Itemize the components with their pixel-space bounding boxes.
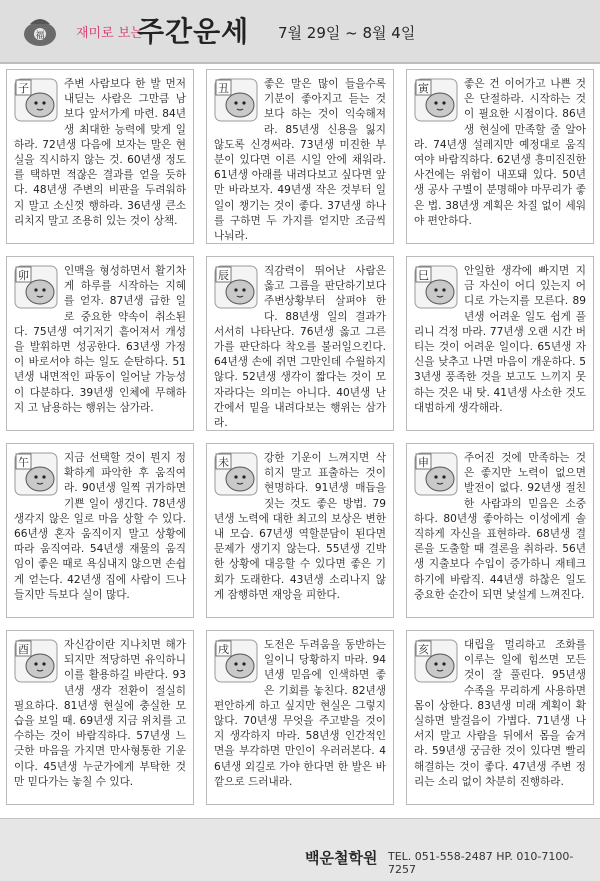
fortune-cell-dragon bbox=[206, 256, 394, 431]
zodiac-horse-icon bbox=[14, 452, 58, 496]
fortune-cell-dog bbox=[206, 630, 394, 805]
zodiac-rat-icon bbox=[14, 78, 58, 122]
zodiac-snake-icon bbox=[414, 265, 458, 309]
zodiac-char: 未 bbox=[218, 456, 229, 469]
zodiac-dog-icon bbox=[214, 639, 258, 683]
zodiac-char: 辰 bbox=[218, 269, 229, 282]
zodiac-pig-icon bbox=[414, 639, 458, 683]
fortune-cell-horse bbox=[6, 443, 194, 618]
header-subtitle: 재미로 보는 bbox=[76, 26, 143, 41]
zodiac-char: 卯 bbox=[18, 269, 29, 282]
zodiac-char: 巳 bbox=[418, 269, 429, 282]
zodiac-tiger-icon bbox=[414, 78, 458, 122]
fortune-cell-pig bbox=[406, 630, 594, 805]
footer bbox=[0, 818, 600, 881]
fortune-cell-snake bbox=[406, 256, 594, 431]
zodiac-char: 戌 bbox=[218, 643, 229, 656]
zodiac-sheep-icon bbox=[214, 452, 258, 496]
zodiac-char: 酉 bbox=[18, 643, 29, 656]
zodiac-char: 申 bbox=[418, 456, 429, 469]
fortune-text: 인맥을 형성하면서 활기차게 하루를 시작하는 지혜를 얻자. 87년생 급한 일로 중요한 약속이 취소된다. 75년생 여기저기 흩어져서 개성을 발휘하면 성공한다. 63년생 가정이 바로서야 하는 일도 순탄하다. 51년생 내면적인 파동이 일어날 가능성이 다분하다. 39년생 인체에 무해하지 고 남용하는 행위는 삼가라. bbox=[14, 265, 186, 414]
fortune-text: 주변 사람보다 한 발 먼저 내딛는 사람은 그만큼 남보다 앞서가게 마련. 84년생 최대한 능력에 맞게 일하라. 72년생 다음에 보자는 말은 현실을 직시하지 않는 것. 60년생 정도를 택하면 적잖은 결과를 얻을 듯하다. 48년생 주변의 비판을 두려워하지 말고 소신껏 행하라. 36년생 큰소리치지 말고 조용히 있는 것이 상책. bbox=[14, 78, 186, 227]
header bbox=[0, 0, 600, 64]
page-title: 주간운세 bbox=[137, 15, 250, 48]
fortune-cell-monkey bbox=[406, 443, 594, 618]
zodiac-dragon-icon bbox=[214, 265, 258, 309]
fortune-text: 좋은 말은 많이 들을수록 기분이 좋아지고 듣는 것보다 하는 것이 익숙해져라. 85년생 신용을 잃지 않도록 신경써라. 73년생 미진한 부분이 있다면 이른 시일 안에 채워라. 61년생 아래를 내려다보고 싶다면 앞만 바라보자. 49년생 작은 것부터 일일이 챙기는 것이 좋다. 37년생 하나를 구하면 두 가지를 얻지만 조금씩 나눠라. bbox=[214, 78, 386, 243]
zodiac-char: 子 bbox=[18, 82, 29, 95]
fortune-cell-sheep bbox=[206, 443, 394, 618]
fortune-pouch-icon bbox=[18, 8, 62, 48]
fortune-text: 대립을 멀리하고 조화를 이루는 일에 힘쓰면 모든 것이 잘 풀린다. 95년생 수족을 무리하게 사용하면 몸이 상한다. 83년생 미래 계획이 확실하면 발걸음이 가볍다. 71년생 나서지 말고 사람을 뒤에서 몸을 숨겨라. 59년생 궁금한 것이 있다면 빨리 해결하는 것이 좋다. 47년생 주변 정리는 소리 없이 차분히 진행하라. bbox=[414, 639, 586, 788]
fortune-text: 지금 선택할 것이 뭔지 정확하게 파악한 후 움직여라. 90년생 일찍 귀가하면 기쁜 일이 생긴다. 78년생 생각지 않은 일로 마음 상할 수 있다. 66년생 혼자 움직이지 말고 상황에 따라 움직여라. 54년생 재물의 움직임이 좋은 때로 욕심내지 않으면 손쉽게 얻는다. 42년생 집에 사람이 드나들지만 득보다 실이 많다. bbox=[14, 452, 186, 601]
fortune-text: 직감력이 뛰어난 사람은 옳고 그름을 판단하기보다 주변상황부터 살펴야 한다. 88년생 일의 결과가 서서히 나타난다. 76년생 옳고 그른가를 판단하다 착오를 불러일으킨다. 64년생 손에 쥐면 그만인데 수월하지 않다. 52년생 생각이 짧다는 것이 모자라다는 의미는 아니다. 40년생 난간에서 밑을 내려다보는 행위는 삼가라. bbox=[214, 265, 386, 430]
zodiac-ox-icon bbox=[214, 78, 258, 122]
date-range: 7월 29일 ~ 8월 4일 bbox=[278, 24, 416, 42]
fortune-cell-tiger bbox=[406, 69, 594, 244]
zodiac-char: 亥 bbox=[418, 643, 429, 656]
fortune-text: 강한 기운이 느껴지면 삭히지 말고 표출하는 것이 현명하다. 91년생 매듭을 짓는 것도 좋은 방법. 79년생 노력에 대한 최고의 보상은 변한 내 모습. 67년생 역할분담이 된다면 문제가 생기지 않는다. 55년생 긴박한 상황에 대응할 수 있다면 좋은 기회가 도래한다. 43년생 소리나지 않게 잠행하면 재앙을 피한다. bbox=[214, 452, 386, 601]
svg-text:福: 福 bbox=[35, 31, 45, 41]
zodiac-char: 寅 bbox=[418, 82, 429, 95]
fortune-text: 주어진 것에 만족하는 것은 좋지만 노력이 없으면 발전이 없다. 92년생 절친한 사람과의 믿음은 소중하다. 80년생 좋아하는 이성에게 솔직하게 자신을 표현하라. 68년생 결론을 도출할 때 결론을 취하라. 56년생 지출보다 수입이 증가하니 재테크하기에 바람직. 44년생 하찮은 일도 중요한 순간이 되면 낯설게 느껴진다. bbox=[414, 452, 586, 601]
fortune-text: 자신감이란 지나치면 해가 되지만 적당하면 유익하니 이를 활용하길 바란다. 93년생 생각 전환이 절실히 필요하다. 81년생 현실에 충실한 모습을 보일 때. 69년생 지금 위치를 고수하는 것이 바람직하다. 57년생 느긋한 마음을 가지면 만사형통한 기운이다. 45년생 누군가에게 부탁한 것만 믿다가는 놓칠 수 있다. bbox=[14, 639, 186, 788]
zodiac-rooster-icon bbox=[14, 639, 58, 683]
contact-info: TEL. 051-558-2487 HP. 010-7100-7257 bbox=[388, 850, 574, 876]
fortune-cell-ox bbox=[206, 69, 394, 244]
fortune-text: 도전은 두려움을 동반하는 일이니 당황하지 마라. 94년생 믿음에 인색하면 좋은 기회를 놓친다. 82년생 편안하게 하고 싶지만 현실은 그렇지 않다. 70년생 무엇을 주고받을 것이지 생각하지 마라. 58년생 인간적인 면을 부각하면 만인이 우러러본다. 46년생 외길로 가야 한다면 한 발은 바깥으로 드러내라. bbox=[214, 639, 386, 788]
fortune-text: 좋은 건 이어가고 나쁜 것은 단절하라. 시작하는 것이 필요한 시점이다. 86년생 현실에 만족할 줄 알아라. 74년생 설레지만 예정대로 움직여야 바람직하다. 62년생 흥미진진한 사건에는 위험이 내포돼 있다. 50년생 공사 구별이 분명해야 마무리가 좋은 법. 38년생 계획은 차질 없이 세워야 편안하다. bbox=[414, 78, 586, 227]
zodiac-monkey-icon bbox=[414, 452, 458, 496]
zodiac-char: 丑 bbox=[218, 82, 229, 95]
academy-name: 백운철학원 bbox=[305, 849, 378, 867]
zodiac-rabbit-icon bbox=[14, 265, 58, 309]
fortune-cell-rat bbox=[6, 69, 194, 244]
fortune-cell-rabbit bbox=[6, 256, 194, 431]
fortune-cell-rooster bbox=[6, 630, 194, 805]
fortune-grid bbox=[6, 69, 594, 811]
fortune-text: 안일한 생각에 빠지면 지금 자신이 어디 있는지 어디로 가는지를 모른다. 89년생 어려운 일도 쉽게 풀리니 걱정 마라. 77년생 오랜 시간 버티는 것이 어려운 일이다. 65년생 자신을 낮추고 나면 마음이 개운하다. 53년생 풍족한 것을 보고도 느끼지 못하는 것은 내 탓. 41년생 사소한 것도 대범하게 생각해라. bbox=[414, 265, 586, 414]
zodiac-char: 午 bbox=[18, 456, 29, 469]
